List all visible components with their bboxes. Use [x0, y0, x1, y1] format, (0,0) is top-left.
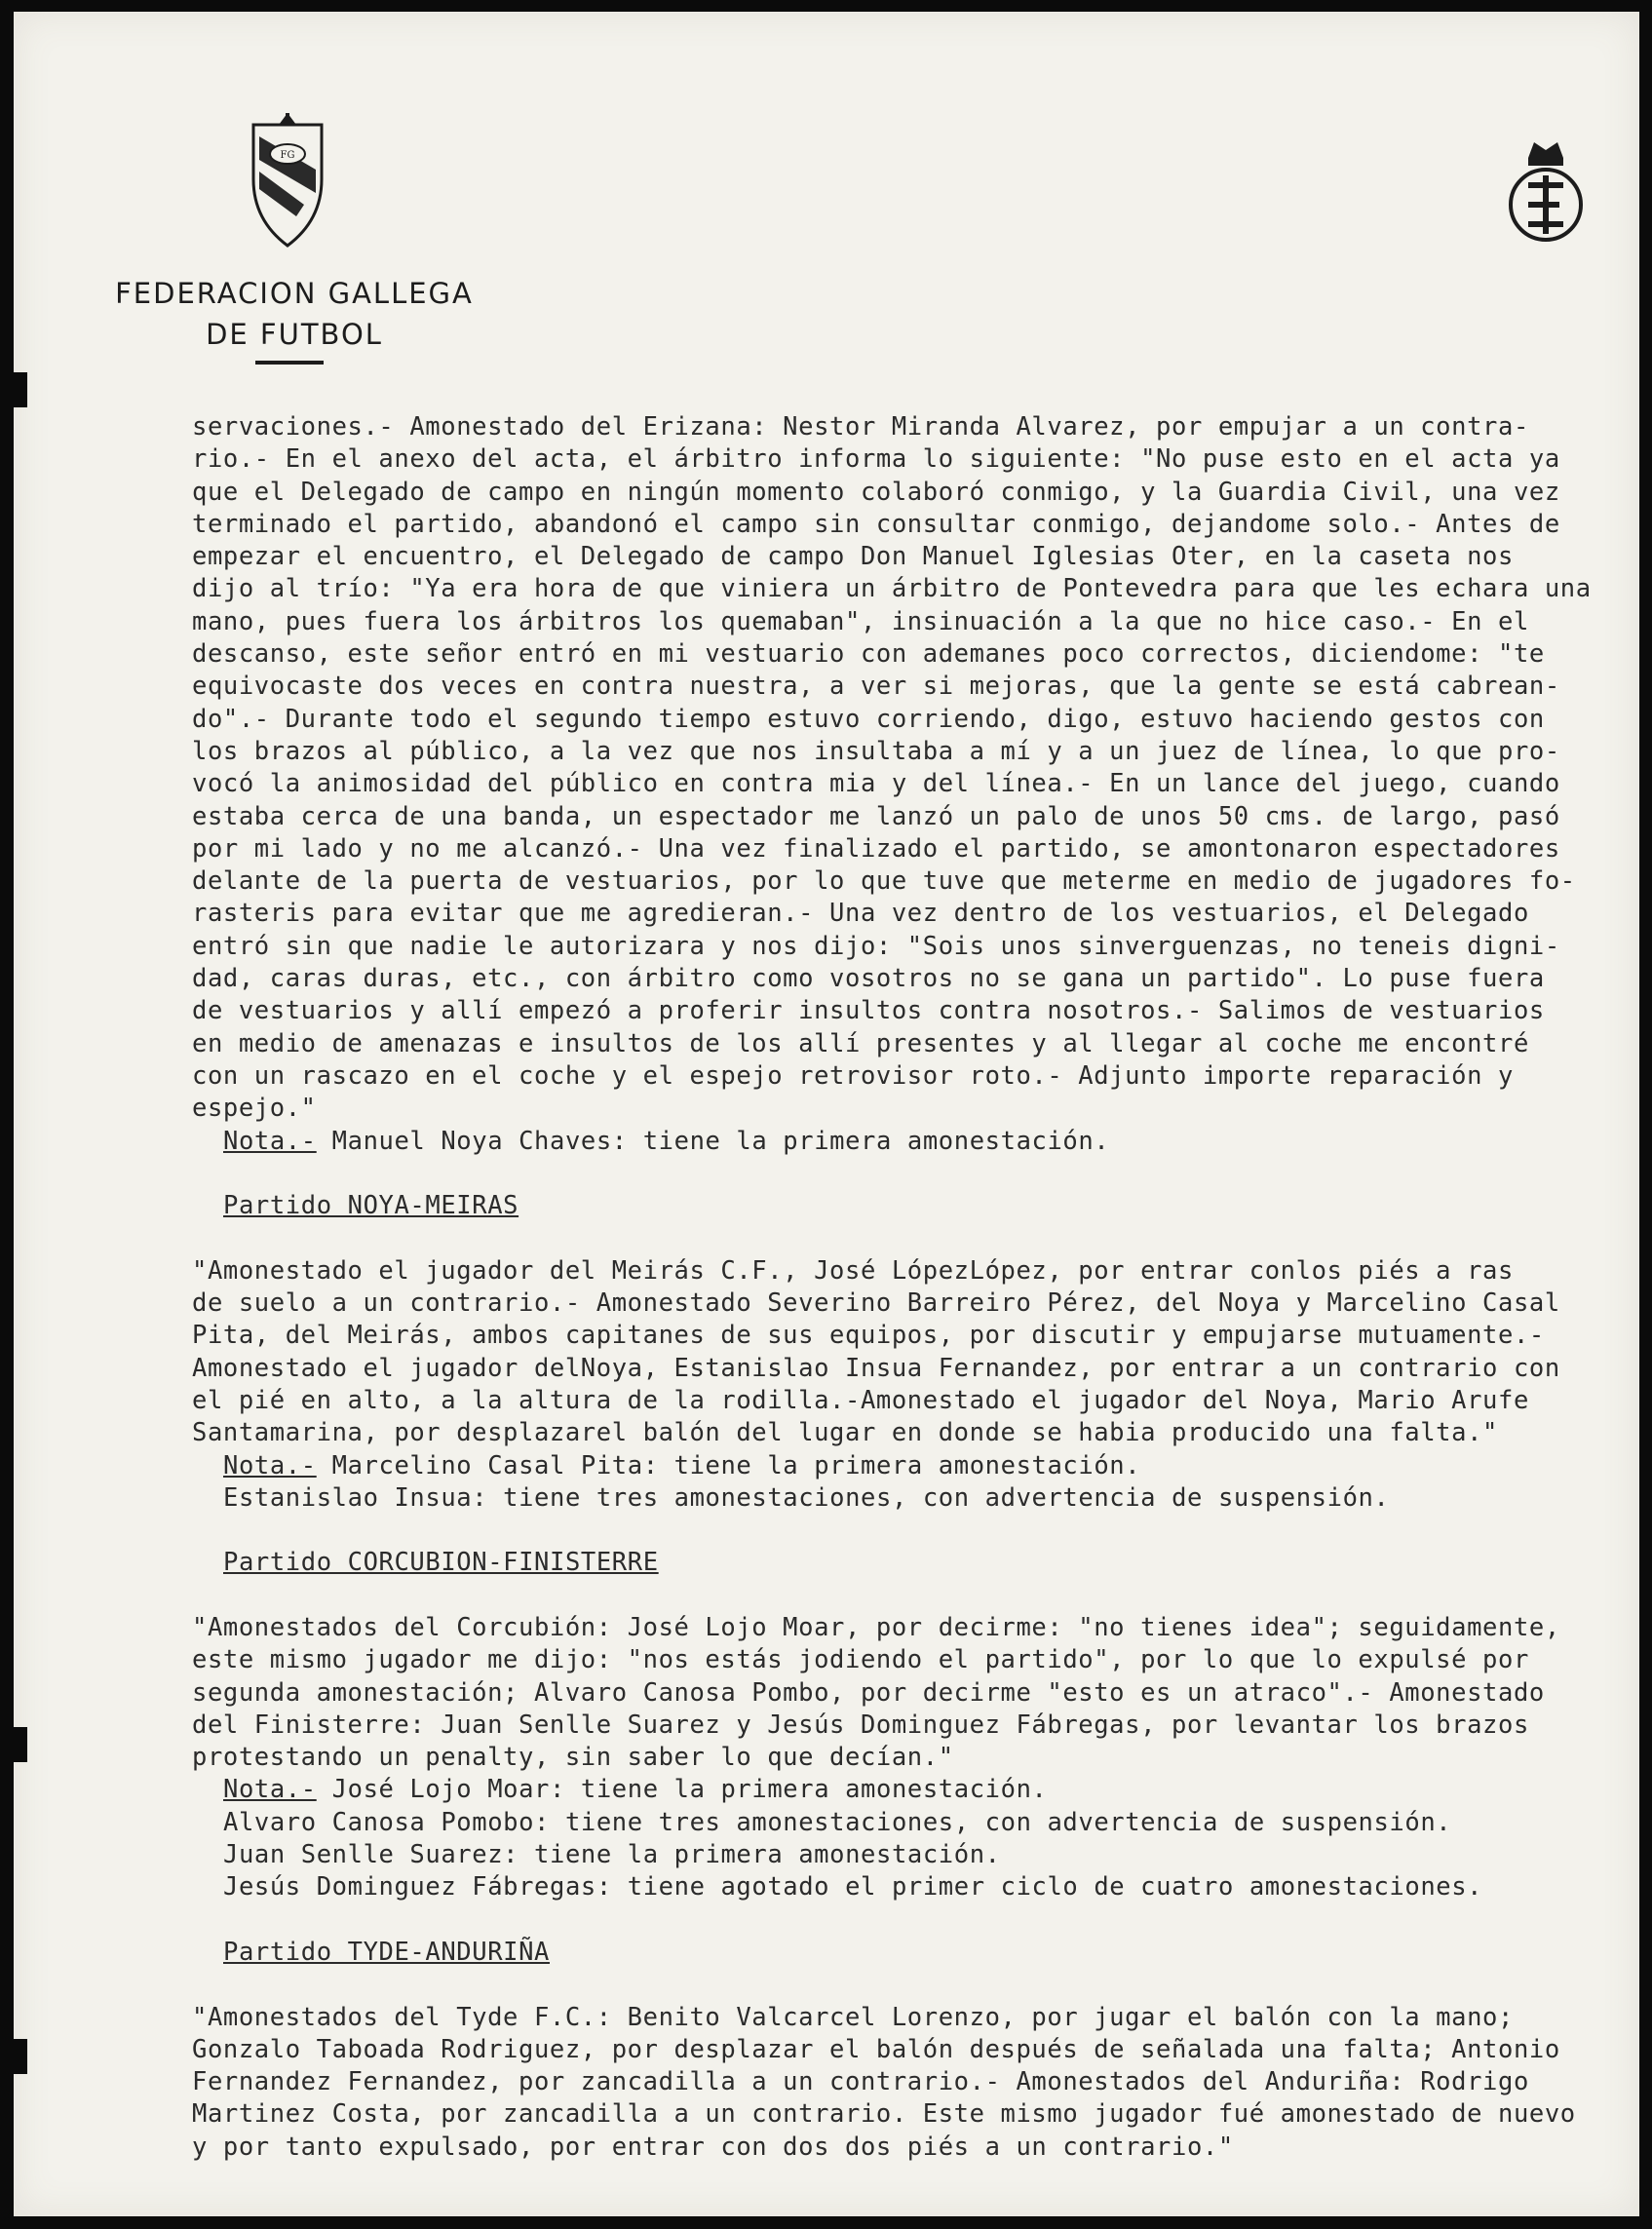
header-rule	[255, 361, 324, 365]
text-line: de vestuarios y allí empezó a proferir insultos contra nosotros.- Salimos de vestuarios	[192, 996, 1545, 1026]
text-line: Fernandez Fernandez, por zancadilla a un contrario.- Amonestados del Anduriña: Rodrigo	[192, 2067, 1529, 2097]
text-line: Santamarina, por desplazarel balón del lugar en donde se habia producido una falta."	[192, 1418, 1498, 1448]
text-line: rasteris para evitar que me agredieran.- Una vez dentro de los vestuarios, el Delegado	[192, 899, 1529, 929]
note-label: Nota.-	[223, 1126, 317, 1156]
text-line: dijo al trío: "Ya era hora de que viniera un árbitro de Pontevedra para que les echara una	[192, 574, 1592, 604]
text-line: Pita, del Meirás, ambos capitanes de sus equipos, por discutir y empujarse mutuamente.-	[192, 1321, 1545, 1351]
punch-mark	[14, 1727, 27, 1762]
svg-text:FG: FG	[280, 150, 295, 161]
text-line: empezar el encuentro, el Delegado de campo Don Manuel Iglesias Oter, en la caseta nos	[192, 542, 1514, 572]
note-text: Marcelino Casal Pita: tiene la primera amonestación.	[316, 1450, 1141, 1480]
text-line: mano, pues fuera los árbitros los quemaban", insinuación a la que no hice caso.- En el	[192, 606, 1529, 636]
royal-crest-icon	[1505, 136, 1587, 246]
federation-name	[99, 273, 489, 355]
note-line	[192, 1774, 1634, 1806]
federation-name-line2: DE FUTBOL	[206, 318, 383, 351]
note-extra-line: Alvaro Canosa Pomobo: tiene tres amonestaciones, con advertencia de suspensión.	[223, 1807, 1452, 1837]
note-extra-line: Jesús Dominguez Fábregas: tiene agotado el primer ciclo de cuatro amonestaciones.	[223, 1872, 1483, 1902]
match-title-corcubion-finisterre: Partido CORCUBION-FINISTERRE	[223, 1548, 659, 1578]
text-line: el pié en alto, a la altura de la rodilla.-Amonestado el jugador del Noya, Mario Arufe	[192, 1385, 1529, 1415]
text-line: "Amonestado el jugador del Meirás C.F., José LópezLópez, por entrar conlos piés a ras	[192, 1255, 1514, 1286]
text-line: segunda amonestación; Alvaro Canosa Pombo, por decirme "esto es un atraco".- Amonestado	[192, 1677, 1545, 1708]
text-line: espejo."	[192, 1094, 317, 1124]
text-line: descanso, este señor entró en mi vestuario con ademanes poco correctos, diciendome: "te	[192, 639, 1545, 670]
match-report-noya-meiras	[192, 1255, 1634, 1515]
text-line: del Finisterre: Juan Senlle Suarez y Jesús Dominguez Fábregas, por levantar los brazos	[192, 1710, 1529, 1740]
text-line: "Amonestados del Tyde F.C.: Benito Valcarcel Lorenzo, por jugar el balón con la mano;	[192, 2002, 1514, 2032]
text-line: de suelo a un contrario.- Amonestado Severino Barreiro Pérez, del Noya y Marcelino Casal	[192, 1288, 1560, 1319]
document-body	[192, 411, 1634, 2164]
text-line: equivocaste dos veces en contra nuestra, a ver si mejoras, que la gente se está cabrean-	[192, 672, 1560, 702]
note-text: Manuel Noya Chaves: tiene la primera amonestación.	[316, 1126, 1110, 1156]
note-line	[192, 1450, 1634, 1482]
federation-name-line1: FEDERACION GALLEGA	[115, 277, 474, 310]
text-line: en medio de amenazas e insultos de los allí presentes y al llegar al coche me encontré	[192, 1028, 1529, 1058]
text-line: entró sin que nadie le autorizara y nos dijo: "Sois unos sinverguenzas, no teneis digni-	[192, 931, 1560, 961]
text-line: los brazos al público, a la vez que nos insultaba a mí y a un juez de línea, lo que pro-	[192, 736, 1560, 766]
text-line: rio.- En el anexo del acta, el árbitro informa lo siguiente: "No puse esto en el acta ya	[192, 444, 1560, 475]
document-page	[14, 12, 1639, 2216]
text-line: vocó la animosidad del público en contra mia y del línea.- En un lance del juego, cuando	[192, 769, 1560, 799]
text-line: por mi lado y no me alcanzó.- Una vez finalizado el partido, se amontonaron espectadores	[192, 833, 1560, 864]
match-report-corcubion-finisterre	[192, 1612, 1634, 1904]
text-line: Amonestado el jugador delNoya, Estanislao Insua Fernandez, por entrar a un contrario con	[192, 1353, 1560, 1383]
paragraph-report	[192, 411, 1634, 1158]
note-line	[192, 1126, 1634, 1158]
note-extra-line: Juan Senlle Suarez: tiene la primera amonestación.	[223, 1840, 1001, 1870]
text-line: y por tanto expulsado, por entrar con dos dos piés a un contrario."	[192, 2132, 1234, 2162]
shield-logo-icon	[246, 111, 329, 250]
text-line: Martinez Costa, por zancadilla a un contrario. Este mismo jugador fué amonestado de nuevo	[192, 2099, 1576, 2130]
text-line: servaciones.- Amonestado del Erizana: Nestor Miranda Alvarez, por empujar a un contra-	[192, 412, 1529, 442]
note-label: Nota.-	[223, 1450, 317, 1480]
text-line: que el Delegado de campo en ningún momento colaboró conmigo, y la Guardia Civil, una vez	[192, 477, 1560, 507]
text-line: Gonzalo Taboada Rodriguez, por desplazar el balón después de señalada una falta; Antonio	[192, 2034, 1560, 2064]
note-extra-line: Estanislao Insua: tiene tres amonestaciones, con advertencia de suspensión.	[223, 1482, 1390, 1513]
text-line: do".- Durante todo el segundo tiempo estuvo corriendo, digo, estuvo haciendo gestos con	[192, 704, 1545, 734]
note-text: José Lojo Moar: tiene la primera amonestación.	[316, 1775, 1048, 1805]
text-line: dad, caras duras, etc., con árbitro como vosotros no se gana un partido". Lo puse fuera	[192, 964, 1545, 994]
punch-mark	[14, 372, 27, 407]
text-line: delante de la puerta de vestuarios, por lo que tuve que meterme en medio de jugadores fo-	[192, 866, 1576, 897]
text-line: "Amonestados del Corcubión: José Lojo Moar, por decirme: "no tienes idea"; seguidamente,	[192, 1612, 1560, 1642]
text-line: protestando un penalty, sin saber lo que decían."	[192, 1743, 954, 1773]
text-line: este mismo jugador me dijo: "nos estás jodiendo el partido", por lo que lo expulsé por	[192, 1645, 1529, 1675]
text-line: estaba cerca de una banda, un espectador me lanzó un palo de unos 50 cms. de largo, pasó	[192, 801, 1560, 831]
match-report-tyde-andurina	[192, 2002, 1634, 2164]
text-line: con un rascazo en el coche y el espejo retrovisor roto.- Adjunto importe reparación y	[192, 1060, 1514, 1091]
punch-mark	[14, 2039, 27, 2074]
match-title-noya-meiras: Partido NOYA-MEIRAS	[223, 1191, 519, 1221]
match-title-tyde-andurina: Partido TYDE-ANDURIÑA	[223, 1937, 550, 1967]
text-line: terminado el partido, abandonó el campo sin consultar conmigo, dejandome solo.- Antes de	[192, 509, 1560, 539]
note-label: Nota.-	[223, 1775, 317, 1805]
